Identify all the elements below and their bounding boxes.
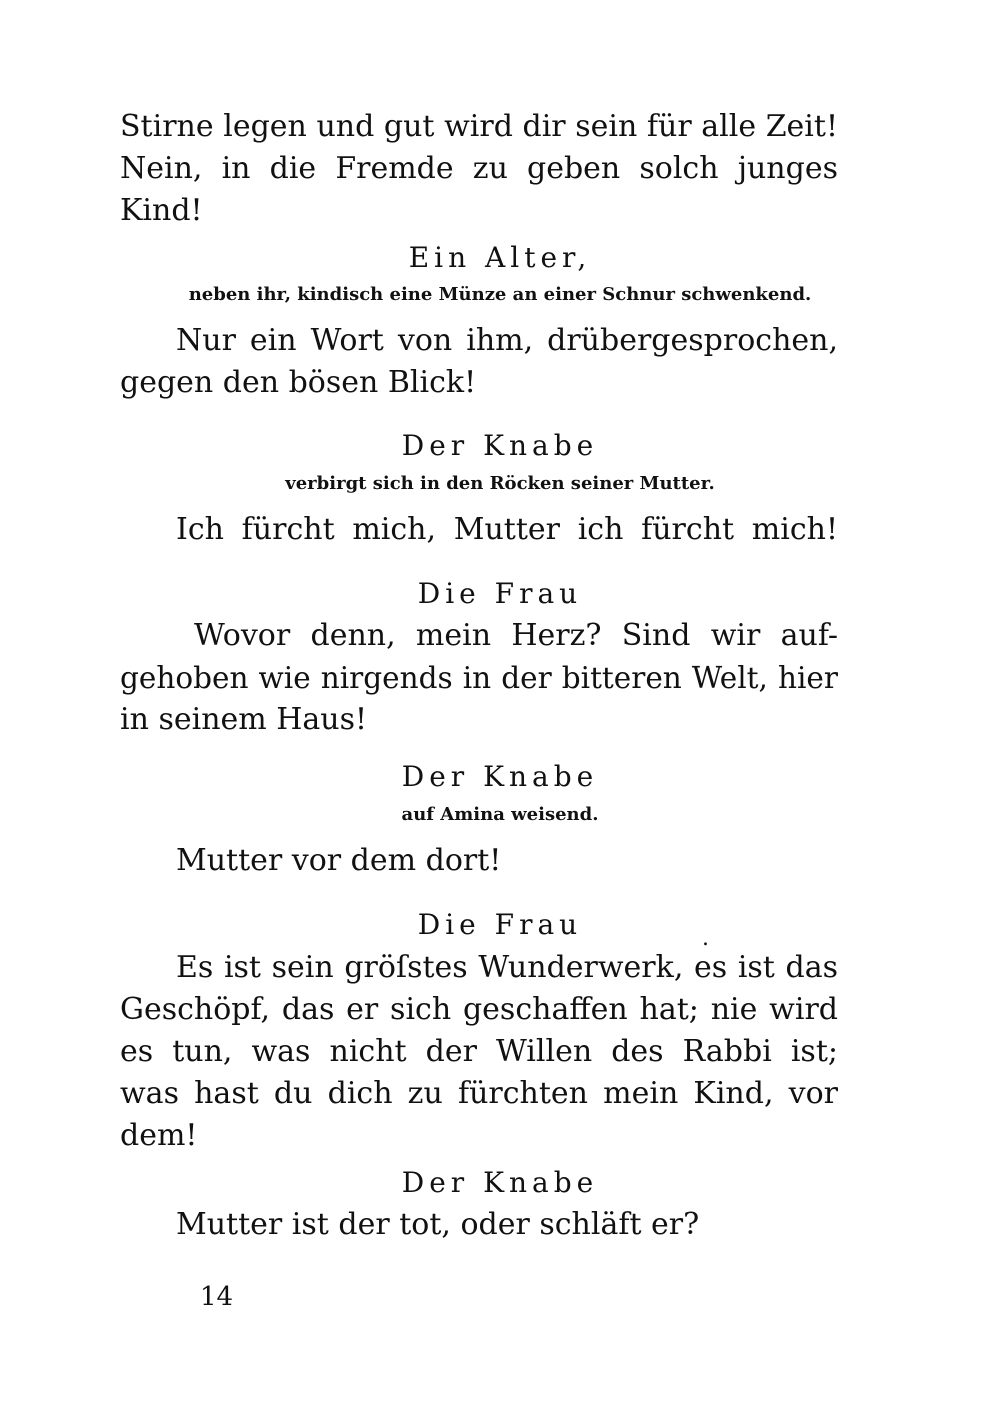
page-number: 14 bbox=[200, 1282, 234, 1312]
text-line: Nur ein Wort von ihm, drübergesprochen, bbox=[176, 323, 838, 358]
stage-direction: verbirgt sich in den Röcken seiner Mutter. bbox=[285, 473, 715, 494]
text-line: gegen den bösen Blick! bbox=[120, 365, 477, 400]
stray-mark: . bbox=[702, 926, 709, 951]
speaker-name: Ein Alter, bbox=[408, 241, 592, 274]
text-line: Geschöpf, das er sich geschaffen hat; nie wird bbox=[120, 992, 838, 1027]
speaker-name: Der Knabe bbox=[401, 429, 599, 462]
text-line: gehoben wie nirgends in der bitteren Welt, hier bbox=[120, 661, 838, 695]
speaker-name: Der Knabe bbox=[401, 1166, 599, 1199]
text-line: was hast du dich zu fürchten mein Kind, vor bbox=[120, 1076, 838, 1111]
stage-direction: neben ihr, kindisch eine Münze an einer Schnur schwenkend. bbox=[188, 284, 812, 305]
text-line: Kind! bbox=[120, 193, 203, 228]
speaker-name: Die Frau bbox=[417, 577, 583, 610]
speaker-name: Der Knabe bbox=[401, 760, 599, 793]
stage-direction: auf Amina weisend. bbox=[401, 804, 599, 825]
text-line: Ich fürcht mich, Mutter ich fürcht mich! bbox=[176, 512, 838, 547]
text-line: Stirne legen und gut wird dir sein für alle Zeit! bbox=[120, 109, 838, 144]
text-line: Mutter vor dem dort! bbox=[176, 843, 502, 878]
speaker-name: Die Frau bbox=[417, 908, 583, 941]
text-line: Mutter ist der tot, oder schläft er? bbox=[176, 1207, 700, 1242]
text-line: dem! bbox=[120, 1118, 198, 1153]
text-line: Es ist sein gröſstes Wunderwerk, es ist das bbox=[176, 950, 838, 985]
text-line: es tun, was nicht der Willen des Rabbi ist; bbox=[120, 1034, 838, 1069]
text-line: in seinem Haus! bbox=[120, 702, 368, 737]
text-line: Nein, in die Fremde zu geben solch junges bbox=[120, 151, 838, 186]
text-line: Wovor denn, mein Herz? Sind wir auf- bbox=[194, 618, 838, 653]
